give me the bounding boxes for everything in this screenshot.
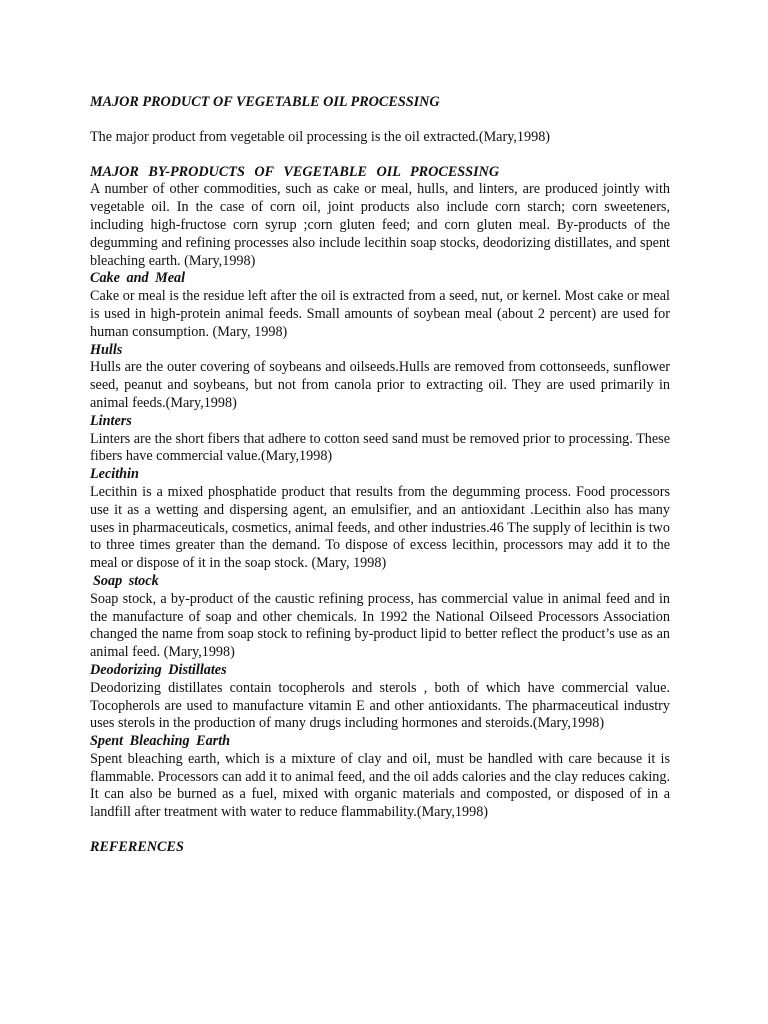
- section-text-deodorizing-distillates: Deodorizing distillates contain tocopherols and sterols , both of which have commercial value. Tocopherols are used to manufacture vitamin E and other antioxidants. The pharmaceutical industry uses sterols in the production of many drugs including hormones and steroids.(Mary,1998): [90, 679, 670, 732]
- section-text-linters: Linters are the short fibers that adhere to cotton seed sand must be removed prior to processing. These fibers have commercial value.(Mary,1998): [90, 430, 670, 465]
- section-title-cake-meal: Cake and Meal: [90, 270, 186, 287]
- main-heading: MAJOR PRODUCT OF VEGETABLE OIL PROCESSING: [90, 94, 440, 110]
- section-text-lecithin: Lecithin is a mixed phosphatide product that results from the degumming process. Food processors use it as a wetting and dispersing agent, an emulsifier, and an antioxidant .Lecithin also has many uses in pharmaceuticals, cosmetics, animal feeds, and other industries.46 The supply of lecithin is two to three times greater than the demand. To dispose of excess lecithin, processors may add it to the meal or dispose of it in the soap stock. (Mary, 1998): [90, 483, 670, 572]
- section-text-soap-stock: Soap stock, a by-product of the caustic refining process, has commercial value in animal feed and in the manufacture of soap and other chemicals. In 1992 the National Oilseed Processors Association changed the name from soap stock to refining by-product lipid to better reflect the product’s use as an animal feed. (Mary,1998): [90, 590, 670, 661]
- section-title-linters: Linters: [90, 412, 132, 429]
- section-title-spent-bleaching-earth: Spent Bleaching Earth: [90, 733, 231, 750]
- main-intro-paragraph: The major product from vegetable oil processing is the oil extracted.(Mary,1998): [90, 128, 551, 145]
- section-title-hulls: Hulls: [90, 341, 123, 358]
- by-products-intro-paragraph: A number of other commodities, such as cake or meal, hulls, and linters, are produced jointly with vegetable oil. In the case of corn oil, joint products also include corn starch; corn sweeteners, including high-fructose corn syrup ;corn gluten feed; and corn gluten meal. By-products of the degumming and refining processes also include lecithin soap stocks, deodorizing distillates, and spent bleaching earth. (Mary,1998): [90, 181, 670, 269]
- section-text-cake-meal: Cake or meal is the residue left after the oil is extracted from a seed, nut, or kernel. Most cake or meal is used in high-protein animal feeds. Small amounts of soybean meal (about 2 percent) are used for human consumption. (Mary, 1998): [90, 288, 670, 340]
- section-title-soap-stock: Soap stock: [93, 572, 159, 589]
- document-page: [90, 94, 670, 857]
- section-title-deodorizing-distillates: Deodorizing Distillates: [90, 661, 227, 678]
- by-products-heading: MAJOR BY-PRODUCTS OF VEGETABLE OIL PROCESSING: [90, 163, 500, 180]
- section-text-spent-bleaching-earth: Spent bleaching earth, which is a mixture of clay and oil, must be handled with care because it is flammable. Processors can add it to animal feed, and the oil adds calories and the clay reduces caking. It can also be burned as a fuel, mixed with organic materials and composted, or disposed of in a landfill after treatment with water to reduce flammability.(Mary,1998): [90, 750, 670, 821]
- section-title-lecithin: Lecithin: [90, 466, 139, 483]
- references-heading: REFERENCES: [90, 839, 184, 856]
- section-text-hulls: Hulls are the outer covering of soybeans and oilseeds.Hulls are removed from cottonseeds, sunflower seed, peanut and soybeans, but not from canola prior to extracting oil. They are used primarily in animal feeds.(Mary,1998): [90, 359, 670, 411]
